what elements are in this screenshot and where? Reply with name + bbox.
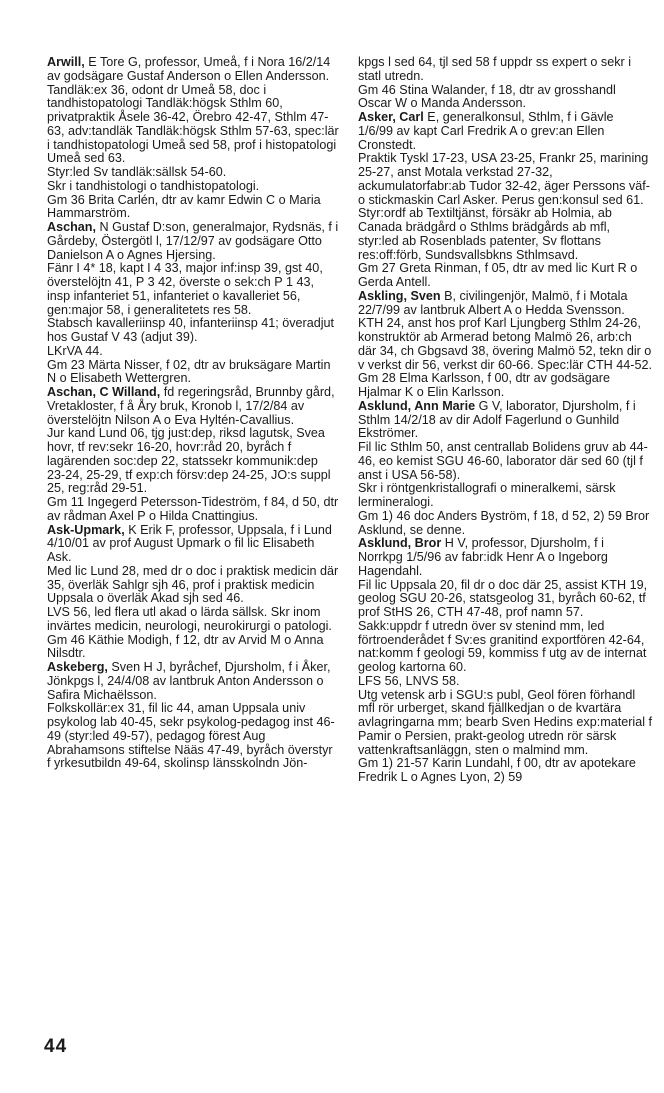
entry-name: Aschan, — [47, 220, 96, 234]
entry-paragraph: Skr i röntgenkristallografi o mineralkemi, särsk lermineralogi. — [358, 481, 616, 509]
entry-paragraph: Gm 46 Stina Walander, f 18, dtr av grosshandl Oscar W o Manda Andersson. — [358, 82, 616, 111]
entry-paragraph: Gm 27 Greta Rinman, f 05, dtr av med lic Kurt R o Gerda Antell. — [358, 261, 638, 289]
entry-first-line — [47, 524, 339, 565]
entry-intro: H V, professor, Djursholm, f i Norrkpg 1/5/96 av fabr:idk Henr A o Ingeborg Hagendahl. — [358, 536, 608, 578]
entry-first-line — [358, 537, 652, 578]
entry-name: Askling, Sven — [358, 288, 441, 303]
entry-first-line — [358, 111, 652, 152]
biography-entry — [47, 524, 339, 662]
entry-paragraph: KTH 24, anst hos prof Karl Ljungberg Sthlm 24-26, konstruktör ab Armerad betong Malmö 26, arb:ch där 34, ch Gbgsavd 38, övering Malmö 52, tekn dir o v verkst dir 56, verkst dir 60-66. Spec:lär CTH 44-52. — [358, 316, 652, 372]
entry-first-line — [358, 56, 652, 84]
entry-first-line — [47, 661, 339, 702]
entry-paragraph: Sakk:uppdr f utredn över sv stenind mm, led förtroenderådet f Sv:es granitind exportfören 42-64, nat:komm f geologi 59, kommiss f utg av de internat geolog kartorna 60. — [358, 618, 647, 674]
entry-intro: E, generalkonsul, Sthlm, f i Gävle 1/6/99 av kapt Carl Fredrik A o grev:an Ellen Cronstedt. — [358, 110, 614, 152]
entry-paragraph: Gm 1) 46 doc Anders Byström, f 18, d 52, 2) 59 Bror Asklund, se denne. — [358, 508, 650, 537]
entry-paragraph: Styr:led Sv tandläk:sällsk 54-60. — [47, 165, 227, 179]
entry-paragraph: LVS 56, led flera utl akad o lärda sällsk. Skr inom invärtes medicin, neurologi, neurokirurgi o patologi. — [47, 605, 332, 633]
biography-entry — [47, 221, 339, 386]
entry-paragraph: LKrVA 44. — [47, 343, 103, 358]
entry-intro: fd regeringsråd, Brunnby gård, Vretakloster, f å Åry bruk, Kronob l, 17/2/84 av överstelöjtn Nilson A o Eva Hyltén-Cavallius. — [47, 385, 335, 427]
biography-entry — [47, 56, 339, 221]
entry-first-line — [47, 221, 339, 262]
entry-paragraph: Stabsch kavalleriinsp 40, infanteriinsp 41; överadjut hos Gustaf V 43 (adjut 39). — [47, 316, 335, 344]
biography-entry — [358, 111, 652, 290]
entry-paragraph: Fänr I 4* 18, kapt I 4 33, major inf:insp 39, gst 40, överstelöjtn 41, P 3 42, överste o sek:ch P 1 43, insp infanteriet 51, infanteriet o kavalleriet 56, gen:major 58, i generalitetets res 58. — [47, 261, 323, 317]
biography-entry — [358, 290, 652, 400]
entry-intro: E Tore G, professor, Umeå, f i Nora 16/2/14 av godsägare Gustaf Anderson o Ellen Andersson. — [47, 55, 331, 83]
biography-entry — [358, 400, 652, 538]
entry-paragraph: LFS 56, LNVS 58. — [358, 673, 460, 688]
entry-name: Ask-Upmark, — [47, 522, 125, 537]
entry-first-line — [358, 400, 652, 441]
right-column — [358, 56, 652, 785]
left-column — [47, 56, 339, 771]
entry-intro: K Erik F, professor, Uppsala, f i Lund 4/10/01 av prof August Upmark o fil lic Elisabeth Ask. — [47, 522, 332, 564]
entry-name: Asklund, Bror — [358, 536, 442, 551]
entry-name: Arwill, — [47, 55, 85, 69]
entry-paragraph: Praktik Tyskl 17-23, USA 23-25, Frankr 25, marining 25-27, anst Motala verkstad 27-32, ackumulatorfabr:ab Tudor 32-42, äger Perssons väf- o stickmaskin Carl Asker. Perus gen:konsul sed 61. — [358, 151, 650, 207]
entry-paragraph: Jur kand Lund 06, tjg just:dep, riksd lagutsk, Svea hovr, tf rev:sekr 16-20, hovr:råd 20, byråch f lagärenden soc:dep 22, statssekr kommunik:dep 23-24, 25-29, tf exp:ch försv:dep 24-25, JO:s suppl 25, reg:råd 29-51. — [47, 426, 331, 496]
entry-paragraph: Folkskollär:ex 31, fil lic 44, aman Uppsala univ psykolog lab 40-45, sekr psykolog-pedagog inst 46-49 (styr:led 49-57), pedagog förest Aug Abrahamsons stiftelse Nääs 47-49, byråch överstyr f yrkesutbildn 49-64, skolinsp länsskolndn Jön- — [47, 701, 335, 771]
entry-name: Aschan, C Willand, — [47, 385, 161, 399]
entry-intro: B, civilingenjör, Malmö, f i Motala 22/7/99 av lantbruk Albert A o Hedda Svensson. — [358, 288, 628, 317]
entry-paragraph: Fil lic Sthlm 50, anst centrallab Bolidens gruv ab 44-46, eo kemist SGU 46-60, laborator där sed 60 (tjl f anst i USA 56-58). — [358, 440, 648, 482]
entry-paragraph: Gm 28 Elma Karlsson, f 00, dtr av godsägare Hjalmar K o Elin Karlsson. — [358, 371, 610, 399]
entry-paragraph: Fil lic Uppsala 20, fil dr o doc där 25, assist KTH 19, geolog SGU 20-26, statsgeolog 31, byråch 60-62, tf prof StHS 26, CTH 47-48, prof namn 57. — [358, 577, 648, 619]
entry-paragraph: Tandläk:ex 36, odont dr Umeå 58, doc i tandhistopatologi Tandläk:högsk Sthlm 60, privatpraktik Åsele 36-42, Örebro 42-47, Sthlm 47-63, adv:tandläk Tandläk:högsk Sthlm 57-63, spec:lär i tandhistopatologi Umeå sed 58, prof i histopatologi Umeå sed 63. — [47, 82, 339, 166]
entry-paragraph: Styr:ordf ab Textiltjänst, försäkr ab Holmia, ab Canada brädgård o Sthlms brädgårds ab mfl, styr:led ab Rosenblads patenter, Sv flottans res:off:förb, Sundsvallsbkns Sthlmsavd. — [358, 206, 612, 262]
biography-entry — [358, 537, 652, 785]
entry-paragraph: Med lic Lund 28, med dr o doc i praktisk medicin där 35, överläk Sahlgr sjh 46, prof i praktisk medicin Uppsala o överläk Akad sjh sed 46. — [47, 563, 339, 606]
entry-paragraph: Gm 36 Brita Carlén, dtr av kamr Edwin C o Maria Hammarström. — [47, 192, 321, 221]
biography-entry — [47, 661, 339, 771]
entry-first-line — [47, 56, 339, 84]
entry-paragraph: Gm 1) 21-57 Karin Lundahl, f 00, dtr av apotekare Fredrik L o Agnes Lyon, 2) 59 — [358, 756, 636, 784]
entry-paragraph: Gm 11 Ingegerd Petersson-Tideström, f 84, d 50, dtr av rådman Axel P o Hilda Cnattingius. — [47, 495, 339, 523]
entry-paragraph: Utg vetensk arb i SGU:s publ, Geol fören förhandl mfl rör urberget, skand fjällkedjan o de kvartära avlagringarna mm; bearb Sven Hedins exp:material f Pamir o Persien, prakt-geolog utredn rör särsk vattenkraftsanläggn, sten o malmind mm. — [358, 687, 652, 757]
entry-intro: Sven H J, byråchef, Djursholm, f i Åker, Jönkpgs l, 24/4/08 av lantbruk Anton Andersson o Safira Michaëlsson. — [47, 660, 331, 702]
page-number: 44 — [44, 1036, 68, 1057]
entry-intro: kpgs l sed 64, tjl sed 58 f uppdr ss expert o sekr i statl utredn. — [358, 55, 632, 83]
entry-paragraph: Gm 23 Märta Nisser, f 02, dtr av bruksägare Martin N o Elisabeth Wettergren. — [47, 357, 331, 386]
entry-first-line — [47, 386, 339, 427]
entry-name: Asklund, Ann Marie — [358, 398, 476, 413]
biography-entry — [47, 386, 339, 524]
entry-name: Askeberg, — [47, 660, 108, 674]
entry-intro: G V, laborator, Djursholm, f i Sthlm 14/2/18 av dir Adolf Fagerlund o Gunhild Ekströmer. — [358, 398, 636, 441]
entry-paragraph: Skr i tandhistologi o tandhistopatologi. — [47, 178, 260, 193]
entry-paragraph: Gm 46 Käthie Modigh, f 12, dtr av Arvid M o Anna Nilsdtr. — [47, 632, 324, 661]
entry-name: Asker, Carl — [358, 110, 424, 124]
entry-intro: N Gustaf D:son, generalmajor, Rydsnäs, f i Gårdeby, Östergötl l, 17/12/97 av godsägare Otto Danielson A o Agnes Hjersing. — [47, 220, 339, 262]
entry-first-line — [358, 290, 652, 318]
biography-entry — [358, 56, 652, 111]
